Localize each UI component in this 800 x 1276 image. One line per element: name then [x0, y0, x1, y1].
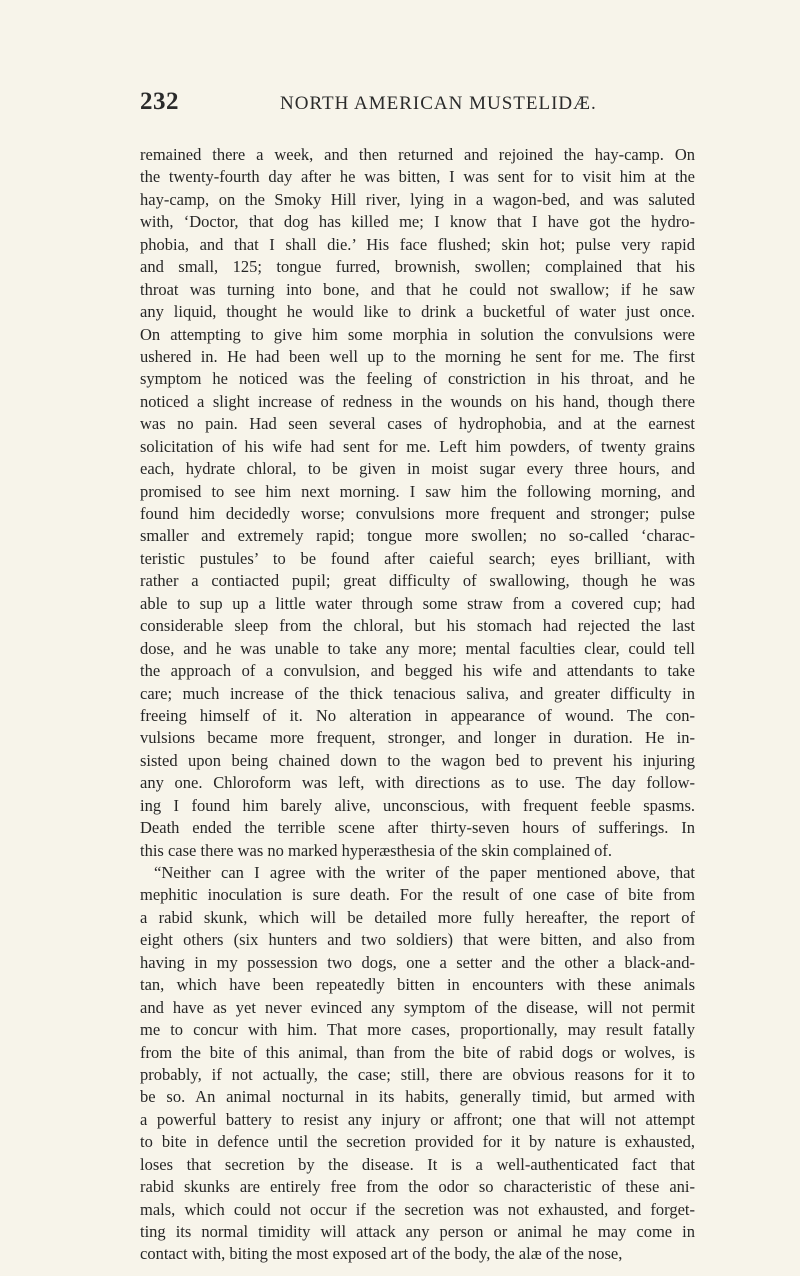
page-header	[140, 88, 690, 118]
text-line: contact with, biting the most exposed art of the body, the alæ of the nose,	[140, 1244, 623, 1264]
text-line: “Neither can I agree with the writer of the paper mentioned above, that	[154, 863, 695, 882]
text-line: me to concur with him. That more cases, proportionally, may result fatally	[140, 1020, 695, 1040]
text-line: On attempting to give him some morphia in solution the convulsions were	[140, 324, 695, 344]
text-line: throat was turning into bone, and that he could not swallow; if he saw	[140, 279, 695, 299]
text-line: ushered in. He had been well up to the morning he sent for me. The first	[140, 346, 695, 366]
body-text	[140, 144, 695, 1266]
text-line: sisted upon being chained down to the wagon bed to prevent his injuring	[140, 750, 695, 770]
text-line: rather a contiacted pupil; great difficulty of swallowing, though he was	[140, 571, 695, 591]
text-line: dose, and he was unable to take any more; mental faculties clear, could tell	[140, 638, 695, 658]
text-line: with, ‘Doctor, that dog has killed me; I know that I have got the hydro-	[140, 212, 695, 232]
text-line: be so. An animal nocturnal in its habits, generally timid, but armed with	[140, 1087, 695, 1107]
text-line: mals, which could not occur if the secretion was not exhausted, and forget-	[140, 1199, 695, 1219]
text-line: freeing himself of it. No alteration in appearance of wound. The con-	[140, 705, 695, 725]
text-line: care; much increase of the thick tenacious saliva, and greater difficulty in	[140, 683, 695, 703]
text-line: from the bite of this animal, than from the bite of rabid dogs or wolves, is	[140, 1042, 695, 1062]
text-line: and have as yet never evinced any symptom of the disease, will not permit	[140, 997, 695, 1017]
text-line: was no pain. Had seen several cases of hydrophobia, and at the earnest	[140, 414, 695, 434]
text-line: solicitation of his wife had sent for me. Left him powders, of twenty grains	[140, 436, 695, 456]
text-line: a powerful battery to resist any injury or affront; one that will not attempt	[140, 1109, 695, 1129]
text-line: vulsions became more frequent, stronger, and longer in duration. He in-	[140, 728, 695, 748]
text-line: any one. Chloroform was left, with directions as to use. The day follow-	[140, 773, 695, 793]
text-line: Death ended the terrible scene after thirty-seven hours of sufferings. In	[140, 818, 695, 838]
text-line: promised to see him next morning. I saw him the following morning, and	[140, 481, 695, 501]
text-line: able to sup up a little water through some straw from a covered cup; had	[140, 593, 695, 613]
paragraph	[140, 862, 695, 1266]
text-line: to bite in defence until the secretion provided for it by nature is exhausted,	[140, 1132, 695, 1152]
text-line: ing I found him barely alive, unconscious, with frequent feeble spasms.	[140, 795, 695, 815]
text-line: a rabid skunk, which will be detailed more fully hereafter, the report of	[140, 907, 695, 927]
text-line: teristic pustules’ to be found after caieful search; eyes brilliant, with	[140, 548, 695, 568]
page-number: 232	[140, 88, 179, 115]
text-line: and small, 125; tongue furred, brownish, swollen; complained that his	[140, 257, 695, 277]
running-head: NORTH AMERICAN MUSTELIDÆ.	[280, 93, 597, 114]
text-line: considerable sleep from the chloral, but his stomach had rejected the last	[140, 616, 695, 636]
text-line: this case there was no marked hyperæsthesia of the skin complained of.	[140, 840, 612, 860]
text-line: hay-camp, on the Smoky Hill river, lying in a wagon-bed, and was saluted	[140, 189, 695, 209]
text-line: each, hydrate chloral, to be given in moist sugar every three hours, and	[140, 459, 695, 479]
text-line: symptom he noticed was the feeling of constriction in his throat, and he	[140, 369, 695, 389]
text-line: the twenty-fourth day after he was bitten, I was sent for to visit him at the	[140, 167, 695, 187]
text-line: the approach of a convulsion, and begged his wife and attendants to take	[140, 661, 695, 681]
text-line: remained there a week, and then returned and rejoined the hay-camp. On	[140, 145, 695, 164]
text-line: probably, if not actually, the case; still, there are obvious reasons for it to	[140, 1064, 695, 1084]
text-line: ting its normal timidity will attack any person or animal he may come in	[140, 1222, 695, 1241]
text-line: phobia, and that I shall die.’ His face flushed; skin hot; pulse very rapid	[140, 234, 695, 254]
text-line: eight others (six hunters and two soldiers) that were bitten, and also from	[140, 930, 695, 950]
text-line: loses that secretion by the disease. It is a well-authenticated fact that	[140, 1154, 695, 1174]
text-line: any liquid, thought he would like to drink a bucketful of water just once.	[140, 302, 695, 322]
text-line: tan, which have been repeatedly bitten in encounters with these animals	[140, 975, 695, 995]
paragraph	[140, 144, 695, 862]
text-line: found him decidedly worse; convulsions more frequent and stronger; pulse	[140, 504, 695, 523]
text-line: having in my possession two dogs, one a setter and the other a black-and-	[140, 952, 695, 972]
text-line: noticed a slight increase of redness in the wounds on his hand, though there	[140, 391, 695, 411]
text-line: smaller and extremely rapid; tongue more swollen; no so-called ‘charac-	[140, 526, 695, 546]
text-line: rabid skunks are entirely free from the odor so characteristic of these ani-	[140, 1177, 695, 1197]
text-line: mephitic inoculation is sure death. For the result of one case of bite from	[140, 885, 695, 905]
